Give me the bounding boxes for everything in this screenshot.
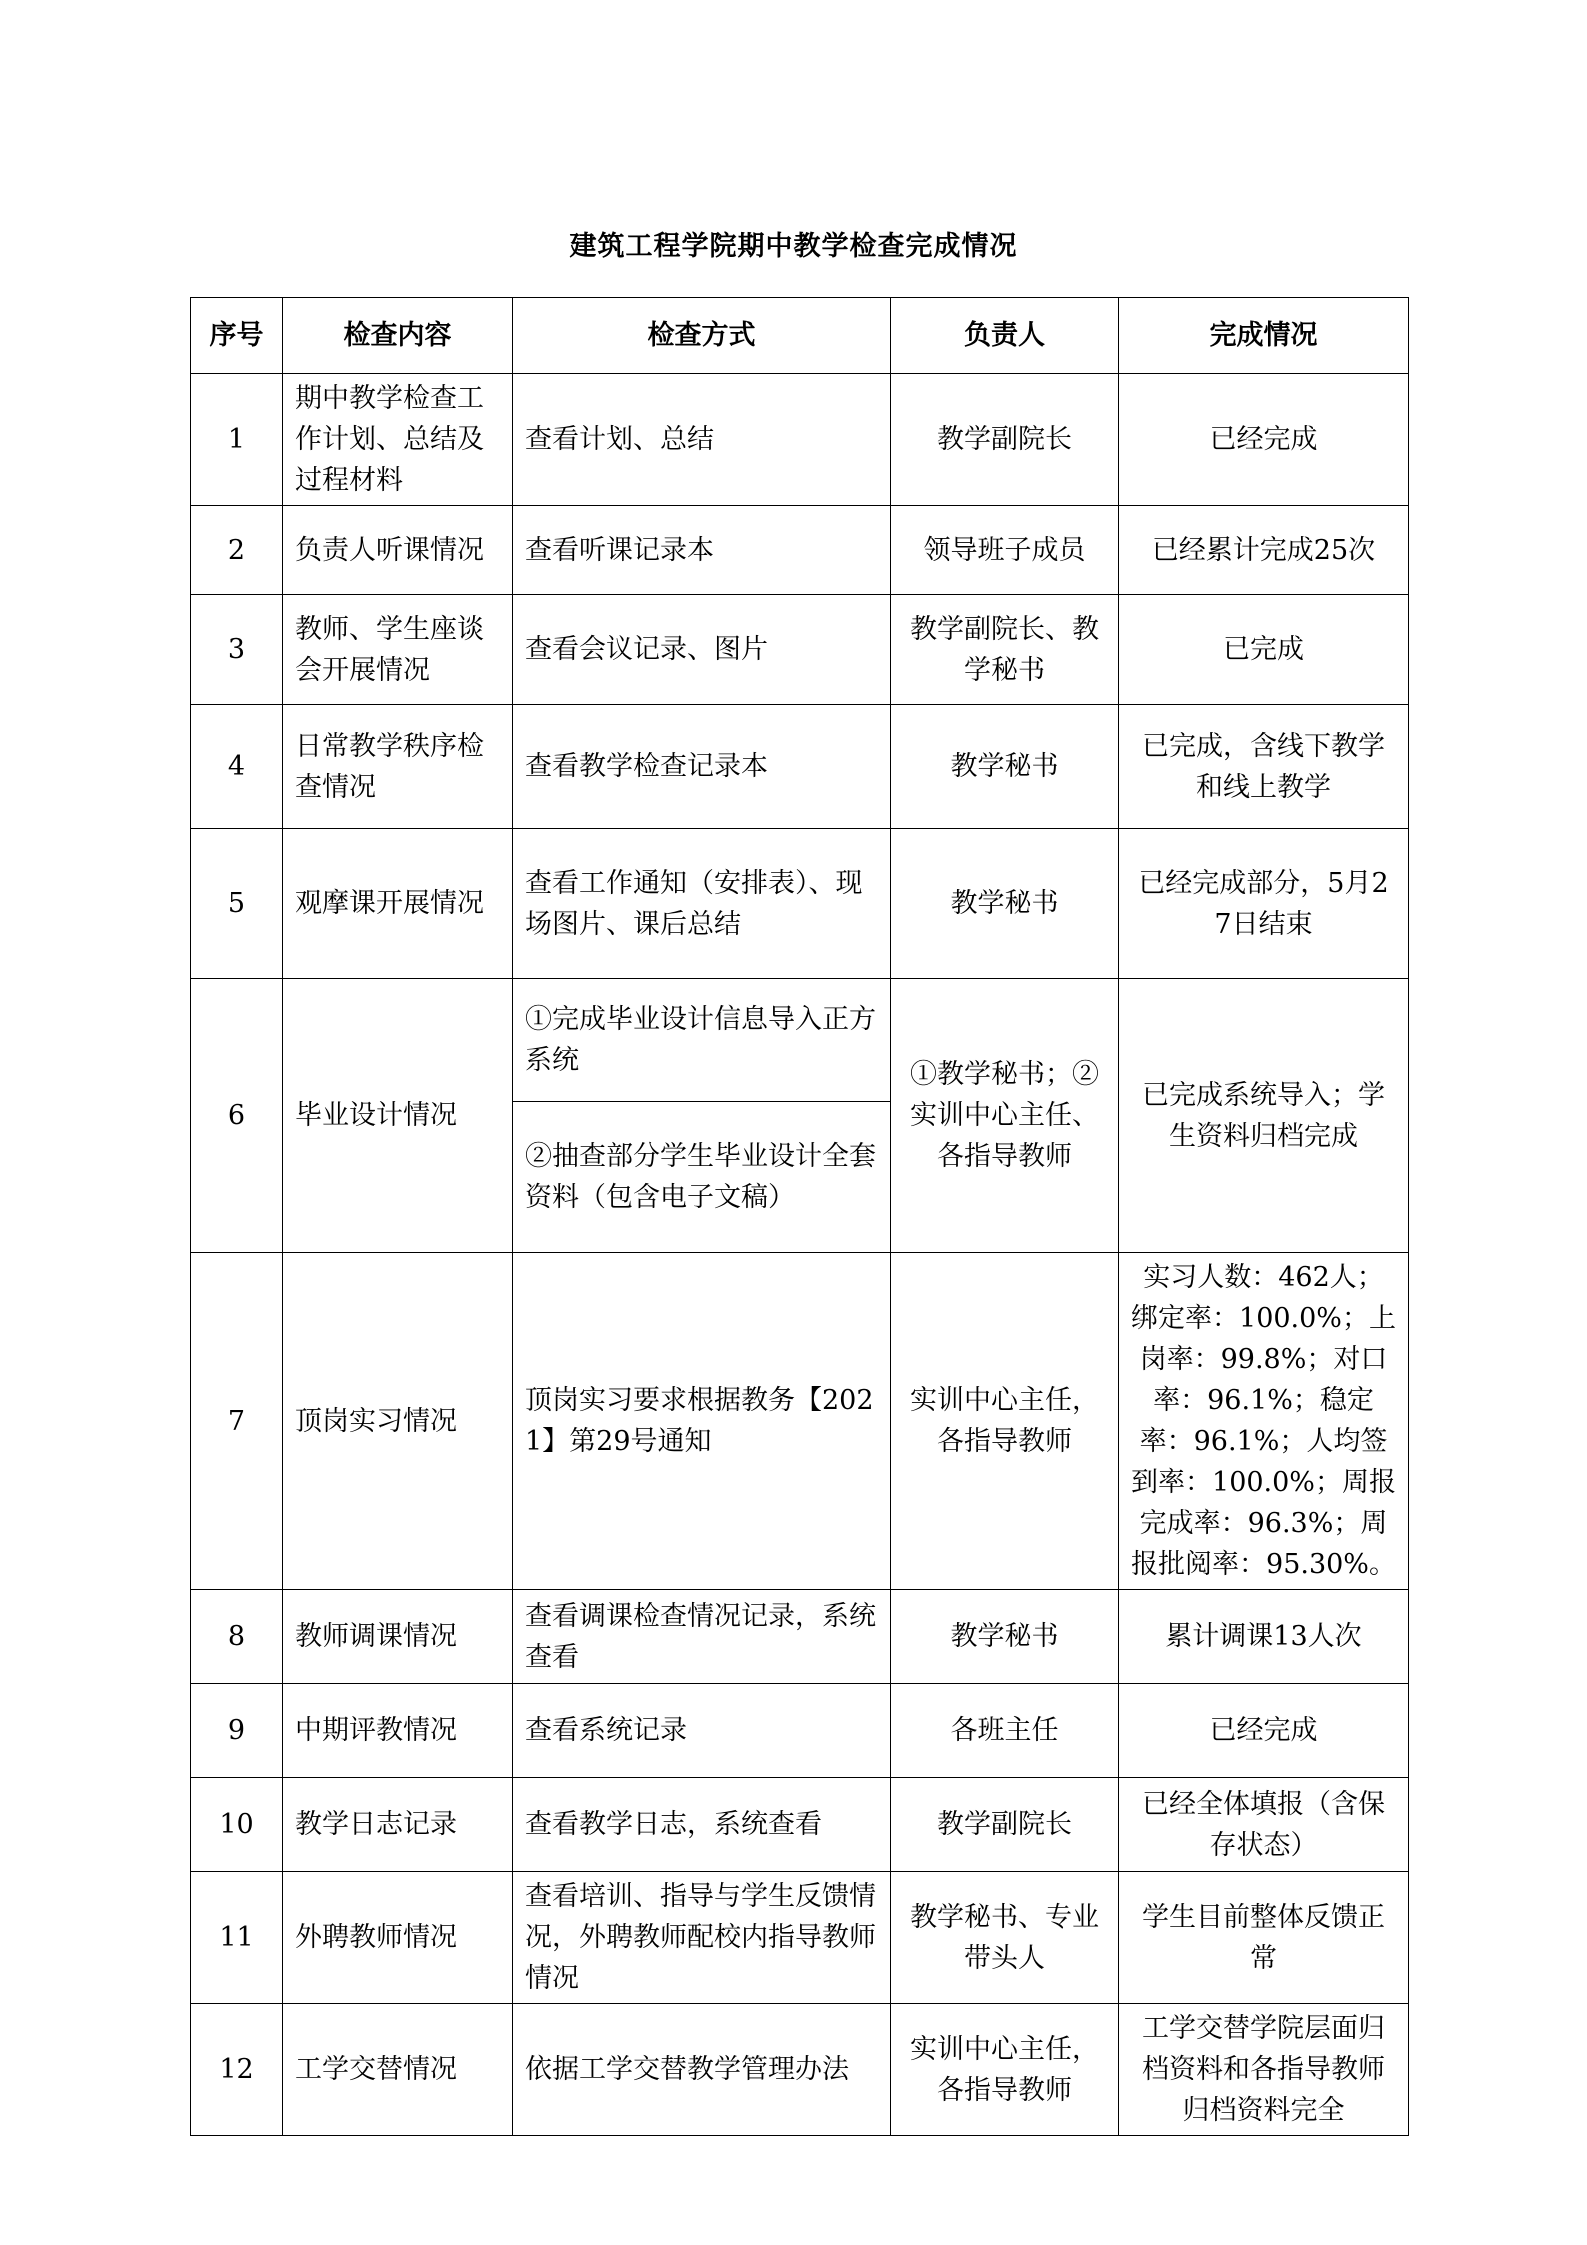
row-number: 3 bbox=[191, 595, 283, 705]
row-method: 查看听课记录本 bbox=[513, 506, 891, 595]
row-owner: 实训中心主任，各指导教师 bbox=[891, 1253, 1119, 1590]
row-content: 外聘教师情况 bbox=[283, 1872, 513, 2004]
row-content: 观摩课开展情况 bbox=[283, 829, 513, 979]
table-row bbox=[191, 506, 1409, 595]
row-status: 累计调课13人次 bbox=[1119, 1590, 1409, 1684]
header-owner: 负责人 bbox=[891, 298, 1119, 374]
row-content: 日常教学秩序检查情况 bbox=[283, 705, 513, 829]
row-status: 已完成，含线下教学和线上教学 bbox=[1119, 705, 1409, 829]
row-number: 8 bbox=[191, 1590, 283, 1684]
table-header-row bbox=[191, 298, 1409, 374]
row-method-part-a: ①完成毕业设计信息导入正方系统 bbox=[513, 979, 891, 1102]
header-status: 完成情况 bbox=[1119, 298, 1409, 374]
row-status: 已完成系统导入；学生资料归档完成 bbox=[1119, 979, 1409, 1253]
row-status: 已经完成 bbox=[1119, 374, 1409, 506]
row-number: 4 bbox=[191, 705, 283, 829]
row-number: 5 bbox=[191, 829, 283, 979]
row-owner: 教学秘书 bbox=[891, 705, 1119, 829]
row-owner: ①教学秘书；②实训中心主任、各指导教师 bbox=[891, 979, 1119, 1253]
row-status: 学生目前整体反馈正常 bbox=[1119, 1872, 1409, 2004]
table-row bbox=[191, 1253, 1409, 1590]
row-status: 已经完成部分，5月27日结束 bbox=[1119, 829, 1409, 979]
header-content: 检查内容 bbox=[283, 298, 513, 374]
row-number: 6 bbox=[191, 979, 283, 1253]
row-owner: 教学副院长 bbox=[891, 1778, 1119, 1872]
row-method: 查看教学日志，系统查看 bbox=[513, 1778, 891, 1872]
row-method: 查看教学检查记录本 bbox=[513, 705, 891, 829]
row-method: 查看调课检查情况记录，系统查看 bbox=[513, 1590, 891, 1684]
row-owner: 实训中心主任，各指导教师 bbox=[891, 2004, 1119, 2136]
table-row bbox=[191, 2004, 1409, 2136]
row-method: 查看工作通知（安排表）、现场图片、课后总结 bbox=[513, 829, 891, 979]
row-status: 已完成 bbox=[1119, 595, 1409, 705]
row-status: 已经完成 bbox=[1119, 1684, 1409, 1778]
row-number: 12 bbox=[191, 2004, 283, 2136]
table-row bbox=[191, 829, 1409, 979]
row-method: 查看系统记录 bbox=[513, 1684, 891, 1778]
row-owner: 教学秘书 bbox=[891, 829, 1119, 979]
row-method: 顶岗实习要求根据教务【2021】第29号通知 bbox=[513, 1253, 891, 1590]
inspection-table bbox=[190, 297, 1409, 2136]
row-owner: 领导班子成员 bbox=[891, 506, 1119, 595]
table-row bbox=[191, 705, 1409, 829]
row-number: 1 bbox=[191, 374, 283, 506]
row-content: 工学交替情况 bbox=[283, 2004, 513, 2136]
table-row bbox=[191, 1778, 1409, 1872]
row-number: 2 bbox=[191, 506, 283, 595]
table-row bbox=[191, 1590, 1409, 1684]
row-owner: 教学副院长 bbox=[891, 374, 1119, 506]
table-row bbox=[191, 374, 1409, 506]
row-owner: 各班主任 bbox=[891, 1684, 1119, 1778]
row-content: 教学日志记录 bbox=[283, 1778, 513, 1872]
table-row bbox=[191, 1684, 1409, 1778]
table-row bbox=[191, 1872, 1409, 2004]
row-status: 工学交替学院层面归档资料和各指导教师归档资料完全 bbox=[1119, 2004, 1409, 2136]
table-row bbox=[191, 595, 1409, 705]
row-number: 11 bbox=[191, 1872, 283, 2004]
row-method-part-b: ②抽查部分学生毕业设计全套资料（包含电子文稿） bbox=[513, 1102, 891, 1253]
row-owner: 教学秘书、专业带头人 bbox=[891, 1872, 1119, 2004]
row-method: 查看会议记录、图片 bbox=[513, 595, 891, 705]
row-number: 10 bbox=[191, 1778, 283, 1872]
row-content: 期中教学检查工作计划、总结及过程材料 bbox=[283, 374, 513, 506]
row-owner: 教学副院长、教学秘书 bbox=[891, 595, 1119, 705]
row-status: 实习人数：462人；绑定率：100.0%；上岗率：99.8%；对口率：96.1%；稳定率：96.1%；人均签到率：100.0%；周报完成率：96.3%；周报批阅率：95.30%。 bbox=[1119, 1253, 1409, 1590]
header-no: 序号 bbox=[191, 298, 283, 374]
row-method: 查看计划、总结 bbox=[513, 374, 891, 506]
row-status: 已经累计完成25次 bbox=[1119, 506, 1409, 595]
row-content: 毕业设计情况 bbox=[283, 979, 513, 1253]
row-number: 7 bbox=[191, 1253, 283, 1590]
row-content: 教师调课情况 bbox=[283, 1590, 513, 1684]
row-method: 依据工学交替教学管理办法 bbox=[513, 2004, 891, 2136]
row-number: 9 bbox=[191, 1684, 283, 1778]
row-status: 已经全体填报（含保存状态） bbox=[1119, 1778, 1409, 1872]
row-content: 教师、学生座谈会开展情况 bbox=[283, 595, 513, 705]
row-content: 中期评教情况 bbox=[283, 1684, 513, 1778]
row-method: 查看培训、指导与学生反馈情况，外聘教师配校内指导教师情况 bbox=[513, 1872, 891, 2004]
header-method: 检查方式 bbox=[513, 298, 891, 374]
row-content: 顶岗实习情况 bbox=[283, 1253, 513, 1590]
row-content: 负责人听课情况 bbox=[283, 506, 513, 595]
document-title: 建筑工程学院期中教学检查完成情况 bbox=[569, 231, 1018, 262]
table-row bbox=[191, 979, 1409, 1102]
row-owner: 教学秘书 bbox=[891, 1590, 1119, 1684]
